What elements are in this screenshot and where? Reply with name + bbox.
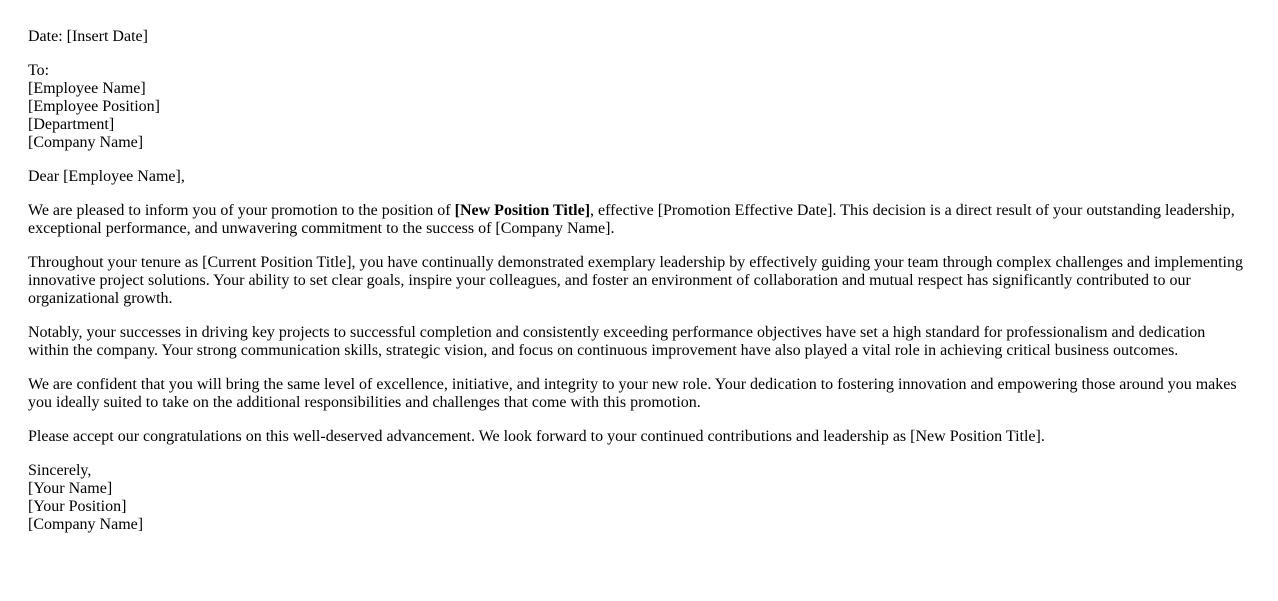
recipient-position: [Employee Position] [28,98,160,115]
body-paragraph-confidence: We are confident that you will bring the same level of excellence, initiative, and integrity to your new role. Your dedication to fostering innovation and empowering those around you makes you ideally suited to take on the additional responsibilities and challenges that come with this promotion. [28,376,1237,411]
recipient-label: To: [28,62,50,79]
paragraph1-rest: , effective [Promotion Effective Date]. This decision is a direct result of your outstanding leadership, exceptional performance, and unwavering commitment to the success of [Company Name]. [28,202,1235,237]
sender-name: [Your Name] [28,480,113,497]
closing-block [28,462,1250,534]
new-position-title: [New Position Title] [454,202,591,219]
body-paragraph-promotion [28,202,1250,238]
body-paragraph-congratulations: Please accept our congratulations on this well-deserved advancement. We look forward to your continued contributions and leadership as [New Position Title]. [28,428,1045,445]
recipient-block [28,62,1250,152]
recipient-name: [Employee Name] [28,80,146,97]
promotion-letter [28,28,1250,534]
recipient-company: [Company Name] [28,134,144,151]
sender-position: [Your Position] [28,498,127,515]
valediction: Sincerely, [28,462,92,479]
body-paragraph-successes: Notably, your successes in driving key projects to successful completion and consistently exceeding performance objectives have set a high standard for professionalism and dedication within the company. Your strong communication skills, strategic vision, and focus on continuous improvement have also played a vital role in achieving critical business outcomes. [28,324,1206,359]
date-line: Date: [Insert Date] [28,28,148,45]
salutation: Dear [Employee Name], [28,168,185,185]
paragraph1-intro: We are pleased to inform you of your promotion to the position of [28,202,455,219]
sender-company: [Company Name] [28,516,144,533]
body-paragraph-tenure: Throughout your tenure as [Current Position Title], you have continually demonstrated exemplary leadership by effectively guiding your team through complex challenges and implementing innovative project solutions. Your ability to set clear goals, inspire your colleagues, and foster an environment of collaboration and mutual respect has significantly contributed to our organizational growth. [28,254,1243,307]
recipient-department: [Department] [28,116,115,133]
